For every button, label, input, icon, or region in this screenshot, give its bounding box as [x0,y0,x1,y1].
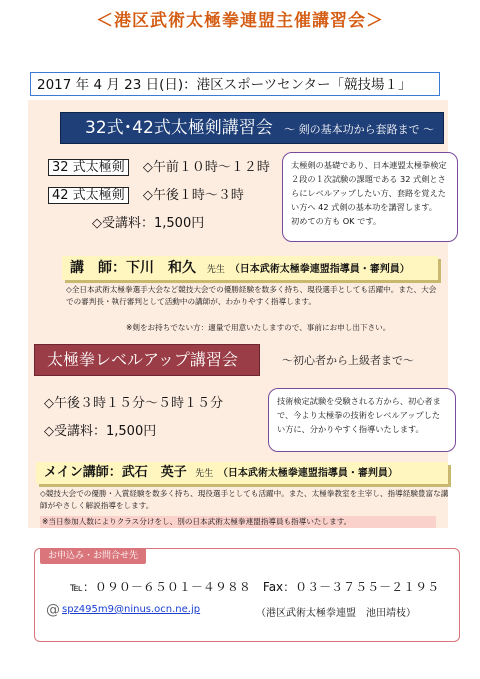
fee: ◇受講料：1,500円 [92,216,205,231]
lecturer-box [36,462,448,484]
page-title: ＜港区武術太極拳連盟主催講習会＞ [96,11,384,31]
contact-tag: お申込み・お問合せ先 [40,548,146,564]
schedule-time: ◇午後１時～３時 [142,188,244,203]
lecturer-suffix: 先生 [206,265,225,275]
lecturer-org: （日本武術太極拳連盟指導員・審判員） [229,264,410,275]
lecturer-description: ◇競技大会での優勝・入賞経験を数多く持ち、現役選手としても活躍中。また、太極拳教室を主宰し、指導経験豊富な講師がやさしく解説指導をします。 [40,489,449,510]
lecturer-name: 講 師：下川 和久 [70,260,196,276]
schedule-label: 32 式太極剣 [48,159,129,176]
class-note: ※当日参加人数によりクラス分けをし、別の日本武術太極拳連盟指導員も指導いたします。 [40,516,436,528]
section2-note: 技術検定試験を受験される方から、初心者まで、今より太極拳の技術をレベルアップしたい方に、分かりやすく指導いたします。 [268,388,456,452]
lecturer-suffix: 先生 [195,469,214,479]
sword-note: ※剣をお持ちでない方：適量で用意いたしますので、事前にお申し出下さい。 [126,323,391,332]
event-date: 2017 年 4 月 23 日(日)：港区スポーツセンター「競技場１」 [30,72,440,96]
lecturer-org: （日本武術太極拳連盟指導員・審判員） [217,468,398,479]
schedule-time: ◇午後３時１５分～５時１５分 [44,396,223,411]
lecturer-name: メイン講師：武石 英子 [44,465,187,480]
contact-email[interactable]: spz495m9@ninus.ocn.ne.jp [62,604,201,615]
contact-org: （港区武術太極拳連盟 池田靖枝） [256,608,416,619]
section1-subtitle: ～ 剣の基本功から套路まで ～ [284,123,435,136]
contact-phone: ℡：０９０－６５０１－４９８８ Fax：０３－３７５５－２１９５ [70,580,440,594]
schedule-label: 42 式太極剣 [48,187,129,204]
schedule-row [48,184,244,203]
email-icon: @ [46,602,60,618]
schedule-row [48,156,270,175]
lecturer-box [62,256,438,280]
section1-header [60,112,444,144]
section2-header: 太極拳レベルアップ講習会 [34,344,260,376]
section2-subtitle: ～初心者から上級者まで～ [282,354,414,367]
fee: ◇受講料：1,500円 [44,424,157,439]
section1-note: 太極剣の基礎であり、日本連盟太極拳検定２段の１次試験の課題である 32 式剣とさらにレベルアップしたい方、套路を覚えたい方へ 42 式剣の基本功を講習します。 初めての方も OK です。 [282,152,458,242]
lecturer-description: ◇全日本武術太極拳選手大会など競技大会での優勝経験を数多く持ち、現役選手としても活躍中。また、大会での審判長・執行審判として活動中の講師が、わかりやすく指導します。 [66,285,437,306]
schedule-time: ◇午前１０時～１２時 [142,160,270,175]
section1-title: 32式･42式太極剣講習会 [85,118,273,138]
